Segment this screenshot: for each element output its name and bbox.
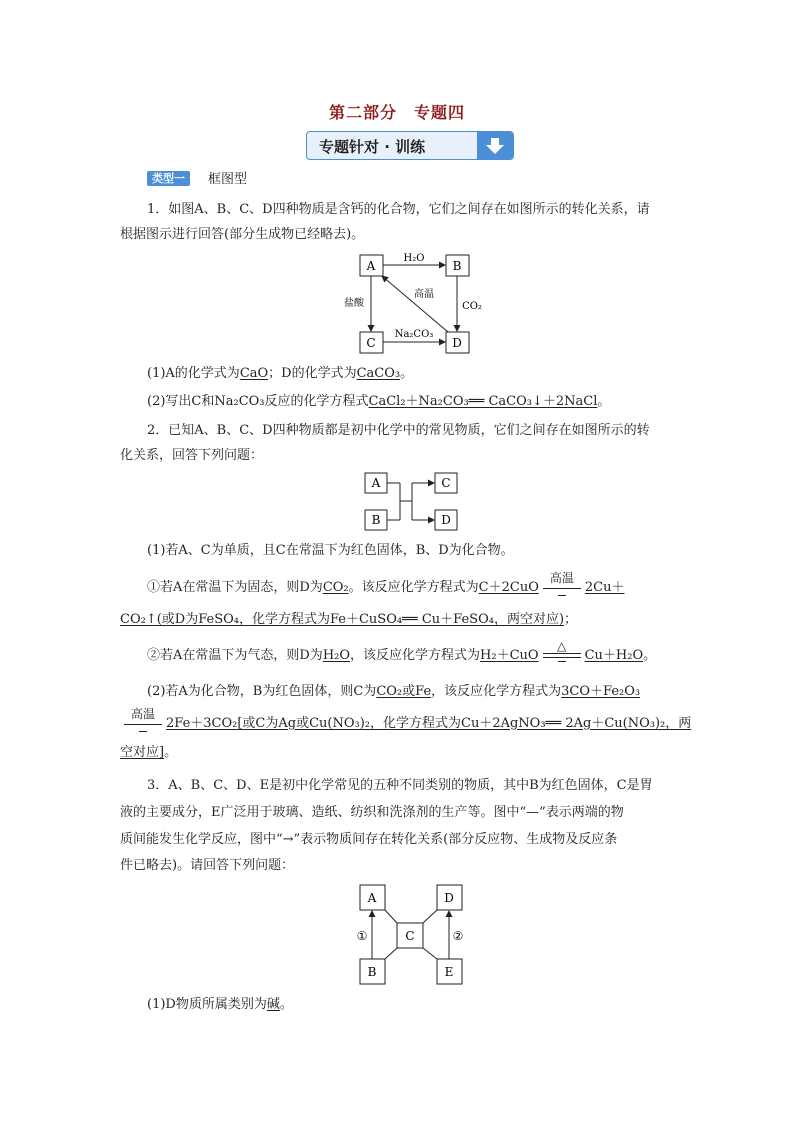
q1-node-a-label: A <box>366 259 376 273</box>
q3-mark-1: ① <box>356 929 368 943</box>
q1-label-gaowen: 高温 <box>414 289 434 300</box>
q3-answer-d: 碱 <box>266 997 280 1012</box>
q1-label-na2co3: Na₂CO₃ <box>394 329 434 340</box>
q2-sub-1: ①若A在常温下为固态，则D为CO₂。该反应化学方程式为C＋2CuO 高温 2Cu＋ <box>147 571 625 595</box>
q2-node-d-label: D <box>441 513 451 527</box>
q2-part-1: (1)若A、C为单质，且C在常温下为红色固体，B、D为化合物。 <box>147 543 514 558</box>
q3-mark-2: ② <box>452 929 464 943</box>
q1-label-co2: CO₂ <box>462 301 482 312</box>
q3-node-e-label: E <box>444 965 454 979</box>
q1-equation: CaCl₂＋Na₂CO₃══ CaCO₃↓＋2NaCl <box>368 394 598 409</box>
q1-answer-a: CaO <box>239 366 269 381</box>
q3-intro-line-1: 3．A、B、C、D、E是初中化学常见的五种不同类别的物质，其中B为红色固体，C是胃 <box>147 778 653 793</box>
q3-diagram <box>350 876 470 988</box>
q2-part-2: (2)若A为化合物，B为红色固体，则C为CO₂或Fe，该反应化学方程式为3CO＋Fe₂O₃ <box>147 684 641 699</box>
q3-node-b-label: B <box>367 965 377 979</box>
q2-part-2-line-3: 空对应]。 <box>120 745 178 760</box>
q1-label-yansuan: 盐酸 <box>344 298 364 309</box>
q2-answer-d1: CO₂ <box>322 580 349 595</box>
q3-intro-line-4: 件已略去)。请回答下列问题： <box>120 858 295 873</box>
q2-node-b-label: B <box>371 513 381 527</box>
q3-intro-line-3: 质间能发生化学反应，图中“→”表示物质间存在转化关系(部分反应物、生成物及反应条 <box>120 832 618 847</box>
type-badge: 类型一 <box>147 171 190 186</box>
q2-answer-c: CO₂或Fe <box>376 684 432 699</box>
q2-diagram <box>360 470 465 534</box>
condition-heat: △ <box>539 647 585 665</box>
q2-intro-line-2: 化关系，回答下列问题： <box>120 448 264 463</box>
q1-answer-2: (2)写出C和Na₂CO₃反应的化学方程式CaCl₂＋Na₂CO₃══ CaCO₃↓＋2NaCl。 <box>147 394 611 409</box>
section-banner <box>306 131 514 160</box>
condition-high-temp-2: 高温 <box>120 715 166 733</box>
q2-intro-line-1: 2．已知A、B、C、D四种物质都是初中化学中的常见物质，它们之间存在如图所示的转 <box>147 423 650 438</box>
q1-intro-line-2: 根据图示进行回答(部分生成物已经略去)。 <box>120 227 365 242</box>
banner-label: 专题针对 · 训练 <box>319 138 426 156</box>
q3-node-c-label: C <box>405 929 415 943</box>
q1-intro-line-1: 1．如图A、B、C、D四种物质是含钙的化合物，它们之间存在如图所示的转化关系，请 <box>147 202 650 217</box>
q2-answer-d2: H₂O <box>322 648 351 663</box>
page-title: 第二部分 专题四 <box>328 103 465 122</box>
type-label: 框图型 <box>208 172 248 187</box>
arrow-down-icon <box>477 132 513 159</box>
q2-sub-2: ②若A在常温下为气态，则D为H₂O，该反应化学方程式为H₂＋CuO △ Cu＋H₂O。 <box>147 639 657 663</box>
q3-node-a-label: A <box>367 891 377 905</box>
q2-part-2-line-2: 高温 2Fe＋3CO₂[或C为Ag或Cu(NO₃)₂，化学方程式为Cu＋2AgNO₃══ 2Ag＋Cu(NO₃)₂，两 <box>120 715 691 733</box>
q1-node-d-label: D <box>452 336 462 350</box>
q2-node-a-label: A <box>371 476 381 490</box>
q1-label-h2o: H₂O <box>403 253 425 264</box>
q1-answer-d: CaCO₃ <box>356 366 401 381</box>
q1-node-b-label: B <box>452 259 462 273</box>
condition-high-temp: 高温 <box>539 579 585 597</box>
q2-node-c-label: C <box>441 476 451 490</box>
q1-node-c-label: C <box>366 336 376 350</box>
q2-sub-1-line-2: CO₂↑(或D为FeSO₄，化学方程式为Fe＋CuSO₄══ Cu＋FeSO₄，两空对应)； <box>120 612 578 627</box>
q1-diagram <box>340 248 490 356</box>
banner-down-button[interactable] <box>477 132 513 159</box>
q1-answer-1: (1)A的化学式为CaO；D的化学式为CaCO₃。 <box>147 366 414 381</box>
q3-intro-line-2: 液的主要成分，E广泛用于玻璃、造纸、纺织和洗涤剂的生产等。图中“—”表示两端的物 <box>120 805 624 820</box>
q3-node-d-label: D <box>444 891 454 905</box>
q3-answer-1: (1)D物质所属类别为碱。 <box>147 997 293 1012</box>
q1-arrow-d-a <box>382 276 448 332</box>
